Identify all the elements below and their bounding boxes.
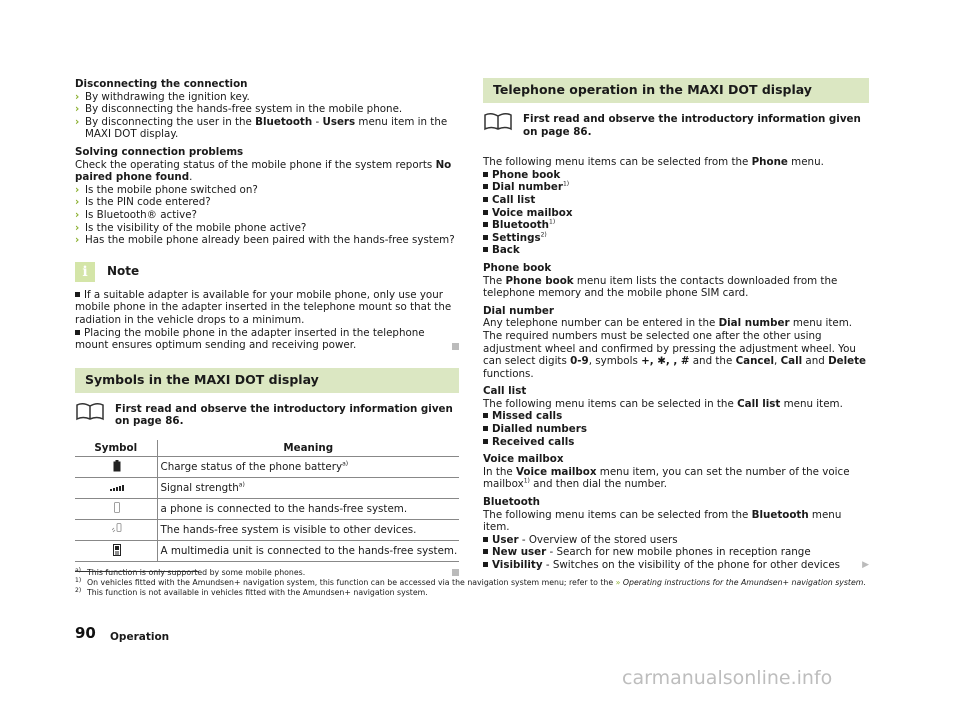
bullet-square-icon (483, 247, 488, 252)
menu-item: Voice mailbox (483, 207, 869, 220)
visibility-icon (112, 523, 122, 534)
bullet-square-icon (75, 292, 80, 297)
check-item: › Has the mobile phone already been paired with the hands-free system? (75, 234, 455, 247)
calllist-text: The following menu items can be selected in the Call list menu item. (483, 397, 843, 410)
menu-item: Settings$^{2)}$ (483, 232, 869, 245)
table-footnote: a) This function is only supported by some mobile phones. (75, 567, 459, 580)
menu-item: Call list (483, 194, 869, 207)
disconnect-step: › By disconnecting the hands-free system in the mobile phone. (75, 103, 403, 116)
table-header: Meaning (157, 440, 459, 457)
voicemail-text: In the Voice mailbox menu item, you can set the number of the voice mailbox$^{1)}$ and then dial the number. (483, 465, 850, 491)
table-row: A multimedia unit is connected to the hands-free system. (75, 541, 459, 562)
table-row: Signal strength$^{a)}$ (75, 478, 459, 499)
table-row: The hands-free system is visible to other devices. (75, 520, 459, 541)
menu-item: Bluetooth$^{1)}$ (483, 219, 869, 232)
bullet-square-icon (483, 172, 488, 177)
arrow-icon: › (75, 90, 80, 103)
section-end-icon (452, 569, 459, 576)
bullet-square-icon (483, 413, 488, 418)
telephone-intro: First read and observe the introductory information given on page 86. (483, 111, 869, 138)
bullet-square-icon (483, 235, 488, 240)
table-row: Charge status of the phone battery$^{a)}$ (75, 457, 459, 478)
bullet-square-icon (483, 439, 488, 444)
note-title: Note (107, 264, 140, 279)
footnote: 1) On vehicles fitted with the Amundsen+ navigation system, this function can be accessed via the navigation system menu; refer to the » Operating instructions for the Amundsen+ navigation system. (75, 577, 866, 587)
multimedia-unit-icon (113, 544, 121, 556)
footnote-divider (75, 571, 199, 572)
open-book-icon (483, 111, 513, 131)
table-header: Symbol (75, 440, 157, 457)
bluetooth-item: Visibility - Switches on the visibility of the phone for other devices ▶ (483, 559, 869, 572)
arrow-icon: › (75, 208, 80, 221)
note-item: Placing the mobile phone in the adapter inserted in the telephone mount ensures optimum sending and receiving power. (75, 327, 459, 352)
symbols-table (75, 440, 459, 563)
check-item: › Is Bluetooth® active? (75, 208, 198, 221)
bullet-square-icon (483, 222, 488, 227)
calllist-title: Call list (483, 385, 527, 398)
arrow-icon: › (75, 221, 80, 234)
bullet-square-icon (483, 197, 488, 202)
calllist-item: Received calls (483, 436, 869, 449)
disconnect-title: Disconnecting the connection (75, 78, 248, 90)
battery-icon (113, 460, 121, 472)
left-column (75, 78, 459, 580)
arrow-icon: › (75, 234, 80, 247)
phonebook-text: The Phone book menu item lists the contacts downloaded from the telephone memory and the mobile phone SIM card. (483, 274, 838, 300)
menu-item: Dial number$^{1)}$ (483, 181, 869, 194)
arrow-icon: › (75, 103, 80, 116)
arrow-icon: › (75, 183, 80, 196)
menu-item: Phone book (483, 169, 869, 182)
arrow-link-icon: » (615, 578, 623, 587)
note-item: If a suitable adapter is available for your mobile phone, only use your mobile phone in the adapter inserted in the telephone mount so that the radiation in the vehicle drops to a minimum. (75, 288, 452, 326)
signal-strength-icon (110, 483, 124, 491)
bluetooth-item: New user - Search for new mobile phones in reception range (483, 546, 869, 559)
bullet-square-icon (483, 210, 488, 215)
check-item: › Is the visibility of the mobile phone active? (75, 221, 307, 234)
symbols-section-header: Symbols in the MAXI DOT display (75, 368, 459, 393)
check-item: › Is the PIN code entered? (75, 196, 211, 209)
calllist-item: Dialled numbers (483, 423, 869, 436)
solving-text: Check the operating status of the mobile phone if the system reports No paired phone found. (75, 158, 452, 184)
dial-text: Any telephone number can be entered in the Dial number menu item. The required numbers must be selected one after the other using adjustment wheel and confirmed by pressing the adjustment wheel. You can select digits 0-9, symbols +, ✱, , # and the Cancel, Call and Delete functions. (483, 317, 867, 380)
bullet-square-icon (483, 184, 488, 189)
menu-intro: The following menu items can be selected from the Phone menu. (483, 156, 824, 169)
bullet-square-icon (483, 426, 488, 431)
phonebook-title: Phone book (483, 261, 552, 274)
page-number: 90 (75, 624, 96, 642)
check-item: › Is the mobile phone switched on? (75, 183, 258, 196)
info-icon: i (75, 262, 95, 282)
watermark: carmanualsonline.info (622, 667, 833, 689)
telephone-section-header: Telephone operation in the MAXI DOT display (483, 78, 869, 103)
voicemail-title: Voice mailbox (483, 453, 564, 466)
arrow-icon: › (75, 196, 80, 209)
symbols-intro: First read and observe the introductory information given on page 86. (75, 401, 459, 428)
bluetooth-item: User - Overview of the stored users (483, 534, 869, 547)
bluetooth-title: Bluetooth (483, 496, 541, 509)
disconnect-step: › By withdrawing the ignition key. (75, 90, 250, 103)
phone-connected-icon (114, 502, 120, 513)
solving-title: Solving connection problems (75, 145, 244, 158)
menu-item: Back (483, 244, 869, 257)
disconnect-step: › By disconnecting the user in the Bluetooth - Users menu item in the MAXI DOT display. (75, 115, 448, 141)
bullet-square-icon (483, 537, 488, 542)
bullet-square-icon (483, 549, 488, 554)
right-column (483, 78, 869, 572)
section-end-icon (452, 343, 459, 350)
bullet-square-icon (483, 562, 488, 567)
note-heading (75, 261, 459, 283)
arrow-icon: › (75, 115, 80, 128)
continue-arrow-icon: ▶ (862, 560, 869, 570)
chapter-name: Operation (110, 631, 170, 643)
table-row: a phone is connected to the hands-free system. (75, 499, 459, 520)
calllist-item: Missed calls (483, 410, 869, 423)
dial-title: Dial number (483, 304, 554, 317)
footnotes (75, 578, 875, 598)
bluetooth-text: The following menu items can be selected from the Bluetooth menu item. (483, 508, 842, 534)
bullet-square-icon (75, 330, 80, 335)
footnote: 2) This function is not available in vehicles fitted with the Amundsen+ navigation system. (75, 587, 428, 597)
open-book-icon (75, 401, 105, 421)
